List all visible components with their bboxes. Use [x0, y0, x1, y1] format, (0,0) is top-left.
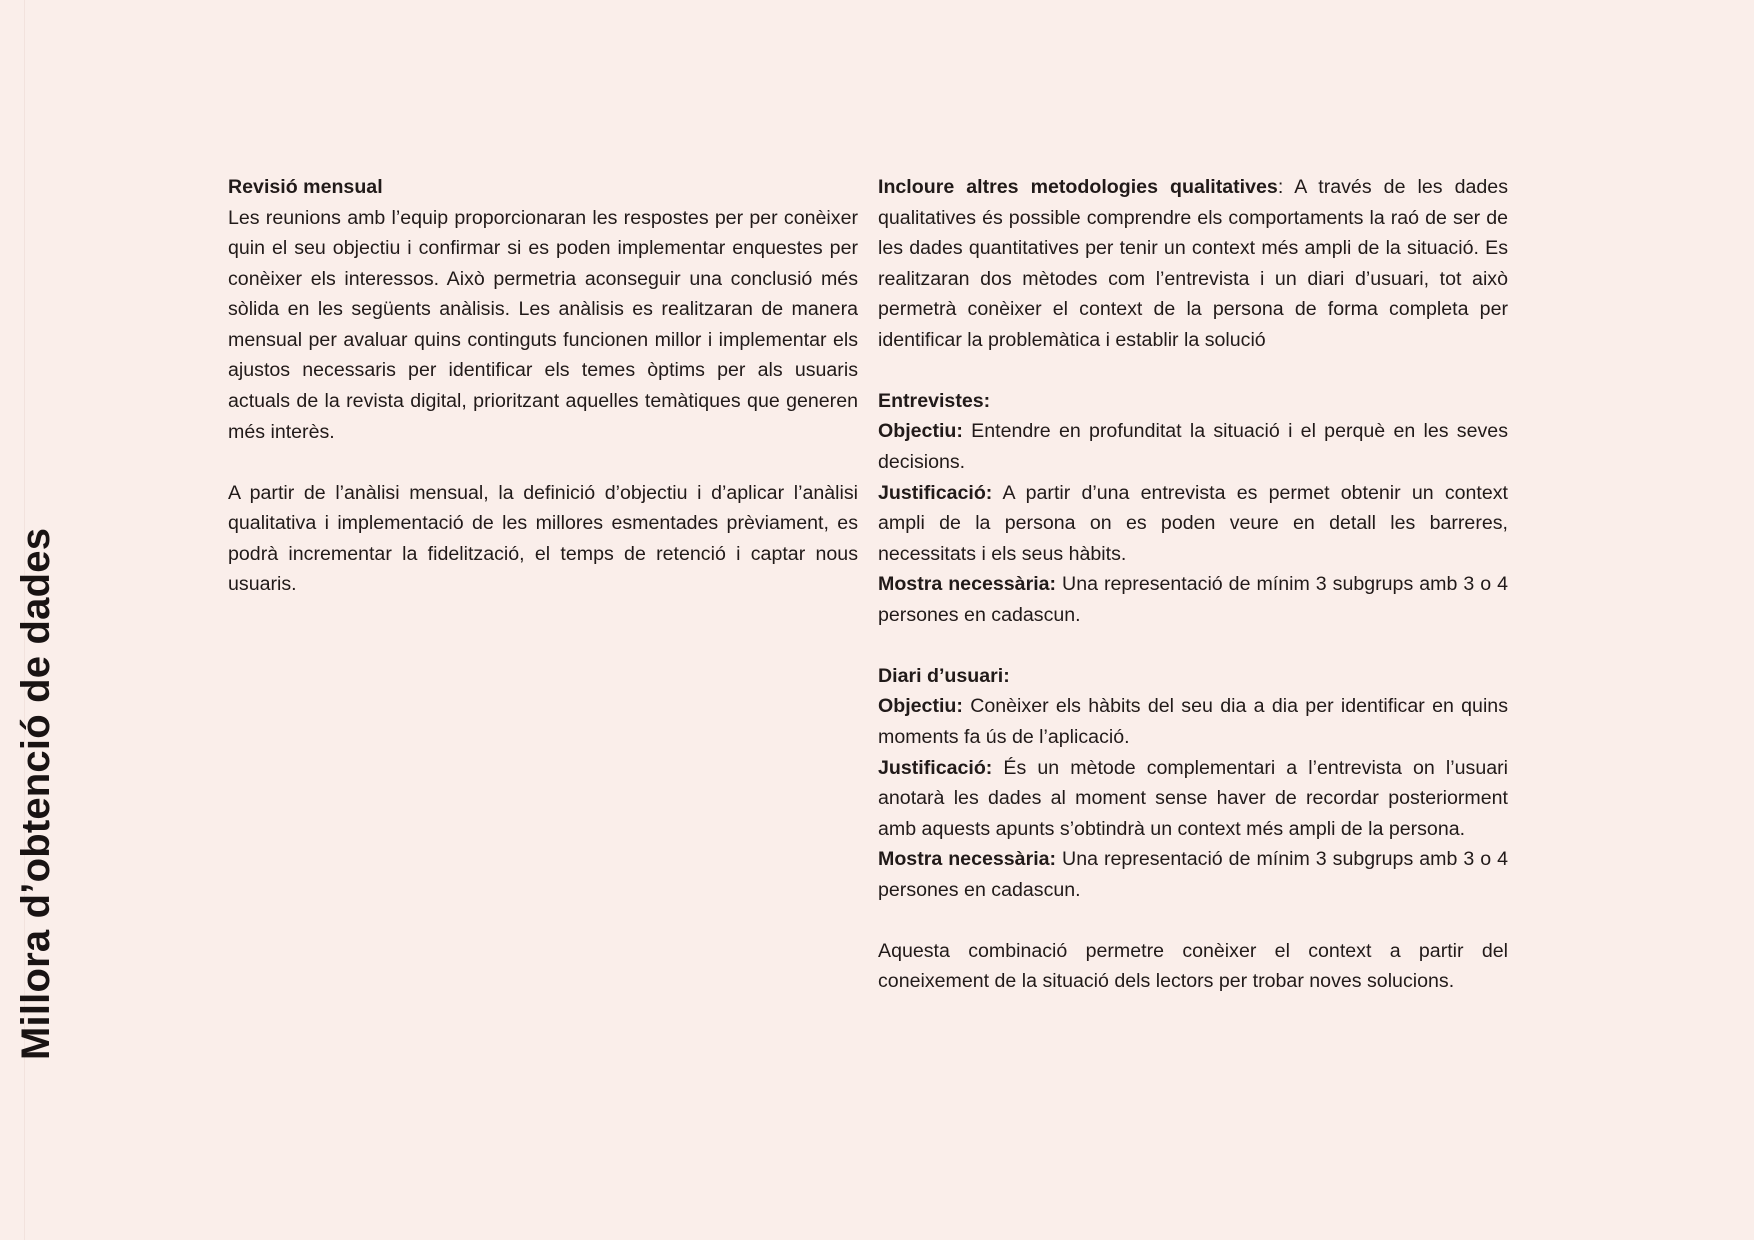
right-column-intro-paragraph	[878, 172, 1508, 355]
side-title-area	[0, 0, 170, 1240]
entrevistes-objectiu-text: Entendre en profunditat la situació i el perquè en les seves decisions.	[878, 420, 1508, 473]
diari-objectiu-text: Conèixer els hàbits del seu dia a dia per identificar en quins moments fa ús de l’aplicació.	[878, 695, 1508, 748]
paragraph-spacer	[878, 630, 1508, 661]
left-column-heading: Revisió mensual	[228, 176, 383, 198]
entrevistes-justificacio-label: Justificació:	[878, 481, 993, 504]
diari-title: Diari d’usuari:	[878, 664, 1010, 687]
entrevistes-mostra	[878, 569, 1508, 630]
diari-mostra	[878, 844, 1508, 905]
entrevistes-objectiu	[878, 416, 1508, 477]
chapter-title-vertical: Millora d’obtenció de dades	[14, 527, 58, 1060]
left-column-paragraph-1: Les reunions amb l’equip proporcionaran les respostes per per conèixer quin el seu objectiu i confirmar si es poden implementar enquestes per conèixer els interessos. Això permetria aconseguir una conclusió més sòlida en les següents anàlisis. Les anàlisis es realitzaran de manera mensual per avaluar quins continguts funcionen millor i implementar els ajustos necessaris per identificar els temes òptims per als usuaris actuals de la revista digital, prioritzant aquelles temàtiques que generen més interès.	[228, 206, 858, 443]
diari-objectiu-label: Objectiu:	[878, 695, 963, 718]
paragraph-spacer	[878, 355, 1508, 386]
diari-objectiu	[878, 691, 1508, 752]
intro-label: Incloure altres metodologies qualitatives	[878, 176, 1278, 198]
entrevistes-justificacio	[878, 478, 1508, 570]
right-column	[878, 172, 1508, 997]
intro-body: : A través de les dades qualitatives és possible comprendre els comportaments la raó de ser de les dades quantitatives per tenir un context més ampli de la situació. Es realitzaran dos mètodes com l’entrevista i un diari d’usuari, tot això permetrà conèixer el context de la persona de forma completa per identificar la problemàtica i establir la solució	[878, 176, 1508, 351]
entrevistes-title: Entrevistes:	[878, 389, 991, 412]
left-column	[228, 172, 858, 997]
entrevistes-mostra-text: Una representació de mínim 3 subgrups amb 3 o 4 persones en cadascun.	[878, 573, 1508, 626]
entrevistes-objectiu-label: Objectiu:	[878, 420, 963, 443]
two-column-body	[228, 172, 1508, 997]
diari-justificacio-label: Justificació:	[878, 756, 993, 779]
paragraph-spacer	[878, 905, 1508, 936]
diari-justificacio-text: És un mètode complementari a l’entrevista on l’usuari anotarà les dades al moment sense haver de recordar posteriorment amb aquests apunts s’obtindrà un context més ampli de la persona.	[878, 756, 1508, 840]
entrevistes-justificacio-text: A partir d’una entrevista es permet obtenir un context ampli de la persona on es poden veure en detall les barreres, necessitats i els seus hàbits.	[878, 481, 1508, 565]
right-column-closing-paragraph: Aquesta combinació permetre conèixer el context a partir del coneixement de la situació dels lectors per trobar noves solucions.	[878, 939, 1508, 993]
diari-justificacio	[878, 753, 1508, 845]
diari-mostra-text: Una representació de mínim 3 subgrups amb 3 o 4 persones en cadascun.	[878, 848, 1508, 901]
left-column-paragraph-2: A partir de l’anàlisi mensual, la definició d’objectiu i d’aplicar l’anàlisi qualitativa i implementació de les millores esmentades prèviament, es podrà incrementar la fidelització, el temps de retenció i captar nous usuaris.	[228, 481, 858, 596]
diari-mostra-label: Mostra necessària:	[878, 848, 1057, 871]
paragraph-spacer	[228, 447, 858, 478]
entrevistes-mostra-label: Mostra necessària:	[878, 573, 1057, 596]
